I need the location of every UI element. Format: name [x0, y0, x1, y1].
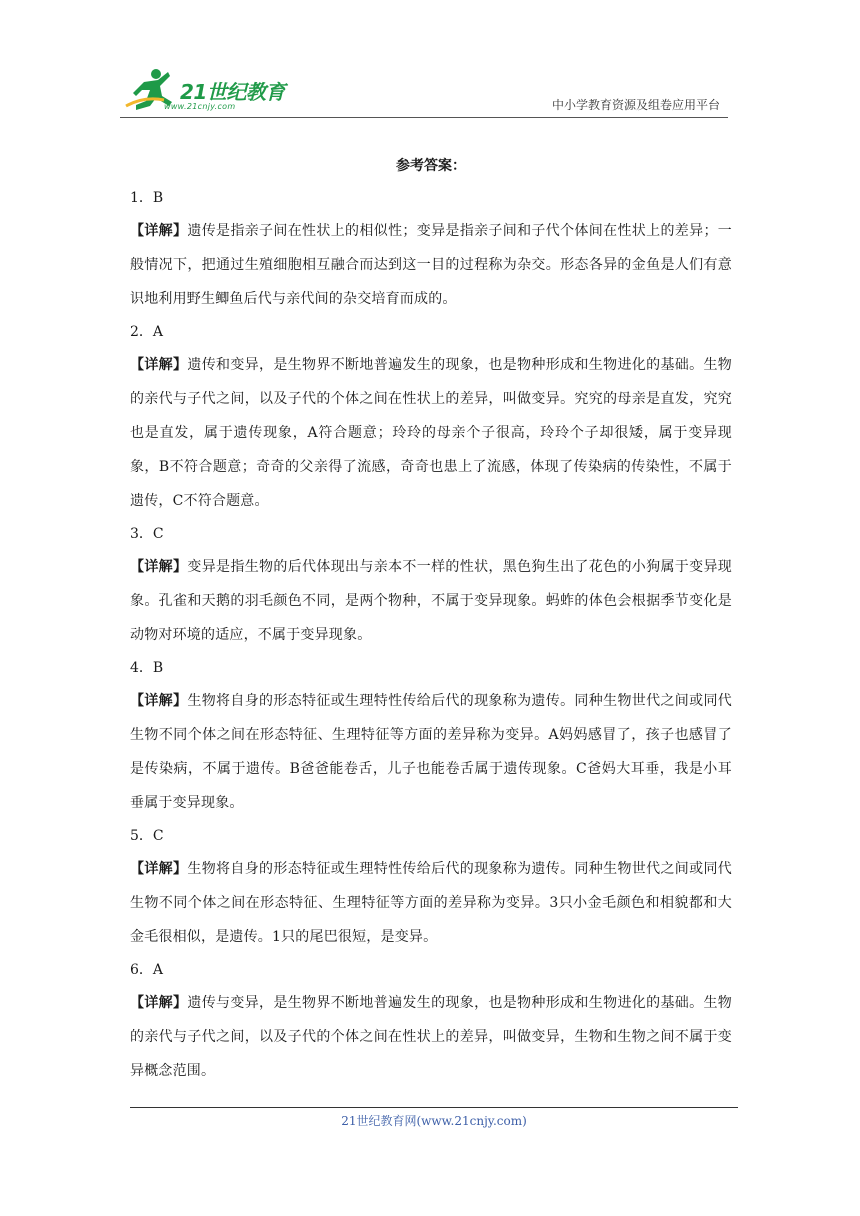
explanation-text: 遗传与变异，是生物界不断地普遍发生的现象，也是物种形成和生物进化的基础。生物的亲代与子代之间，以及子代的个体之间在性状上的差异，叫做变异，生物和生物之间不属于变异概念范围。 [130, 995, 732, 1079]
explanation-text: 遗传和变异，是生物界不断地普遍发生的现象，也是物种形成和生物进化的基础。生物的亲代与子代之间，以及子代的个体之间在性状上的差异，叫做变异。究究的母亲是直发，究究也是直发，属于遗传现象，A符合题意；玲玲的母亲个子很高，玲玲个子却很矮，属于变异现象，B不符合题意；奇奇的父亲得了流感，奇奇也患上了流感，体现了传染病的传染性，不属于遗传，C不符合题意。 [130, 357, 732, 509]
explanation-text: 变异是指生物的后代体现出与亲本不一样的性状，黑色狗生出了花色的小狗属于变异现象。孔雀和天鹅的羽毛颜色不同，是两个物种，不属于变异现象。蚂蚱的体色会根据季节变化是动物对环境的适应，不属于变异现象。 [130, 559, 732, 643]
explanation-tag: 【详解】 [130, 223, 188, 239]
answer-item [130, 820, 732, 954]
answer-item [130, 518, 732, 652]
page-title: 参考答案： [396, 158, 466, 174]
answer-number: 6．A [130, 962, 164, 978]
answer-explanation [130, 348, 732, 518]
logo-text: 21世纪教育 [180, 80, 285, 104]
page-header [120, 62, 728, 118]
explanation-tag: 【详解】 [130, 357, 188, 373]
explanation-tag: 【详解】 [130, 861, 188, 877]
footer-link[interactable]: 21世纪教育网(www.21cnjy.com) [341, 1114, 527, 1128]
answer-item [130, 316, 732, 518]
answer-number: 2．A [130, 324, 164, 340]
answer-explanation [130, 214, 732, 316]
explanation-text: 生物将自身的形态特征或生理特性传给后代的现象称为遗传。同种生物世代之间或同代生物不同个体之间在形态特征、生理特征等方面的差异称为变异。3只小金毛颜色和相貌都和大金毛很相似，是遗传。1只的尾巴很短，是变异。 [130, 861, 732, 945]
logo-url: www.21cnjy.com [164, 102, 236, 111]
answer-number: 3．C [130, 526, 164, 542]
logo [124, 66, 294, 116]
answer-item [130, 954, 732, 1088]
answer-item [130, 652, 732, 820]
explanation-text: 遗传是指亲子间在性状上的相似性；变异是指亲子间和子代个体间在性状上的差异；一般情况下，把通过生殖细胞相互融合而达到这一目的过程称为杂交。形态各异的金鱼是人们有意识地利用野生鲫鱼后代与亲代间的杂交培育而成的。 [130, 223, 732, 307]
header-divider [120, 117, 728, 118]
explanation-tag: 【详解】 [130, 693, 188, 709]
answer-explanation [130, 684, 732, 820]
answer-item [130, 182, 732, 316]
footer-divider [130, 1107, 738, 1108]
answer-number: 1．B [130, 190, 164, 206]
answer-explanation [130, 550, 732, 652]
answer-explanation [130, 852, 732, 954]
answer-number: 4．B [130, 660, 164, 676]
answer-content [130, 150, 732, 1088]
answer-explanation [130, 986, 732, 1088]
explanation-tag: 【详解】 [130, 995, 188, 1011]
answer-number: 5．C [130, 828, 164, 844]
platform-label: 中小学教育资源及组卷应用平台 [551, 98, 720, 112]
explanation-tag: 【详解】 [130, 559, 188, 575]
explanation-text: 生物将自身的形态特征或生理特性传给后代的现象称为遗传。同种生物世代之间或同代生物不同个体之间在形态特征、生理特征等方面的差异称为变异。A妈妈感冒了，孩子也感冒了是传染病，不属于遗传。B爸爸能卷舌，儿子也能卷舌属于遗传现象。C爸妈大耳垂，我是小耳垂属于变异现象。 [130, 693, 732, 811]
